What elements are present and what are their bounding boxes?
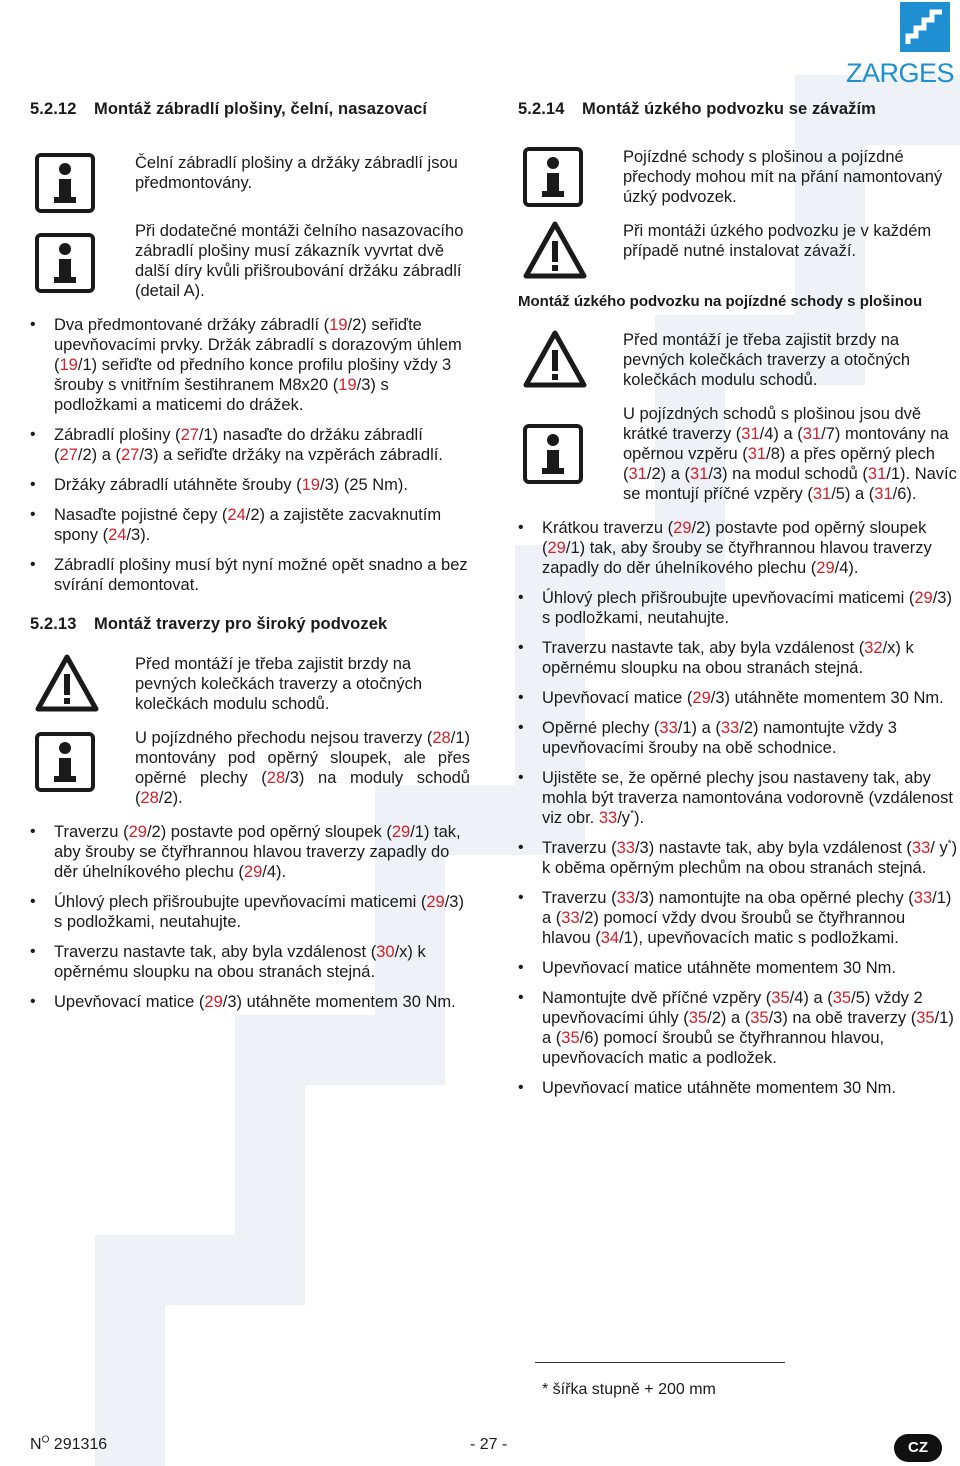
list-item: • Namontujte dvě příčné vzpěry (35/4) a (35/5) vždy 2 upevňovacími úhly (35/2) a (35/3) na obě traverzy (35/1) a (35/6) pomocí šroubů se čtyřhrannou hlavou, upevňovacích matic a podložek. xyxy=(518,988,958,1068)
warning-icon xyxy=(523,330,587,388)
list-item: • Nasaďte pojistné čepy (24/2) a zajistěte zacvaknutím spony (24/3). xyxy=(30,505,470,545)
right-column xyxy=(518,100,958,1108)
section-5-2-14-heading: 5.2.14 Montáž úzkého podvozku se závažím xyxy=(518,100,876,118)
info-note xyxy=(518,147,958,207)
page-number: - 27 - xyxy=(470,1436,508,1453)
steps-list-5-2-14 xyxy=(518,518,958,1098)
section-5-2-12-heading: 5.2.12 Montáž zábradlí plošiny, čelní, nasazovací xyxy=(30,100,428,118)
info-icon xyxy=(35,233,95,293)
info-text: Pojízdné schody s plošinou a pojízdné přechody mohou mít na přání namontovaný úzký podvozek. xyxy=(623,148,943,206)
info-icon xyxy=(523,424,583,484)
info-note xyxy=(30,728,470,808)
info-note xyxy=(30,221,470,301)
list-item: • Krátkou traverzu (29/2) postavte pod opěrný sloupek (29/1) tak, aby šrouby se čtyřhrannou hlavou traverzy zapadly do děr úhelníkového plechu (29/4). xyxy=(518,518,958,578)
list-item: • Ujistěte se, že opěrné plechy jsou nastaveny tak, aby mohla být traverza namontována vodorovně (vzdálenost viz obr. 33/y*). xyxy=(518,768,958,828)
list-item: • Dva předmontované držáky zábradlí (19/2) seřiďte upevňovacími prvky. Držák zábradlí s dorazovým úhlem (19/1) seřiďte od předního konce profilu plošiny vždy 3 šrouby s vnitřním šestihranem M8x20 (19/3) s podložkami a maticemi do drážek. xyxy=(30,315,470,415)
info-note xyxy=(30,153,470,213)
document-number: $N^O$ 291316 xyxy=(30,1434,108,1453)
warning-text: Při montáži úzkého podvozku je v každém případě nutné instalovat závaží. xyxy=(623,222,932,260)
list-item: • Traverzu nastavte tak, aby byla vzdálenost (32/x) k opěrnému sloupku na obou stranách stejná. xyxy=(518,638,958,678)
list-item: • Úhlový plech přišroubujte upevňovacími maticemi (29/3) s podložkami, neutahujte. xyxy=(518,588,958,628)
info-text-1: Čelní zábradlí plošiny a držáky zábradlí jsou předmontovány. xyxy=(135,154,458,192)
info-text-2: Při dodatečné montáži čelního nasazovacího zábradlí plošiny musí zákazník vyvrtat dvě další díry kvůli přišroubování držáku zábradlí (detail A). xyxy=(135,222,464,300)
warning-note xyxy=(518,330,958,390)
footnote: * šířka stupně + 200 mm xyxy=(542,1381,716,1398)
warning-note xyxy=(518,221,958,281)
zarges-logo xyxy=(836,2,956,88)
steps-list-5-2-12 xyxy=(30,315,470,595)
left-column xyxy=(30,100,470,1022)
info-text: U pojízdného přechodu nejsou traverzy (28/1) montovány pod opěrný sloupek, ale přes opěrné plechy (28/3) na moduly schodů (28/2). xyxy=(135,729,470,807)
warning-text: Před montáží je třeba zajistit brzdy na pevných kolečkách traverzy a otočných kolečkách modulu schodů. xyxy=(135,655,423,713)
logo-stair-icon xyxy=(900,2,950,52)
warning-note xyxy=(30,654,470,714)
steps-list-5-2-13 xyxy=(30,822,470,1012)
list-item: • Upevňovací matice utáhněte momentem 30 Nm. xyxy=(518,958,958,978)
info-note xyxy=(518,404,958,504)
list-item: • Zábradlí plošiny musí být nyní možné opět snadno a bez svírání demontovat. xyxy=(30,555,470,595)
footnote-divider xyxy=(535,1362,785,1363)
info-icon xyxy=(523,147,583,207)
warning-icon xyxy=(35,654,99,712)
list-item: • Upevňovací matice utáhněte momentem 30 Nm. xyxy=(518,1078,958,1098)
warning-icon xyxy=(523,221,587,279)
list-item: • Traverzu (33/3) nastavte tak, aby byla vzdálenost (33/ y*) k oběma opěrným plechům na obou stranách stejná. xyxy=(518,838,958,878)
subsection-heading: Montáž úzkého podvozku na pojízdné schody s plošinou xyxy=(518,293,923,310)
info-icon xyxy=(35,732,95,792)
list-item: • Úhlový plech přišroubujte upevňovacími maticemi (29/3) s podložkami, neutahujte. xyxy=(30,892,470,932)
info-text: U pojízdných schodů s plošinou jsou dvě krátké traverzy (31/4) a (31/7) montovány na opěrnou vzpěru (31/8) a přes opěrný plech (31/2) a (31/3) na modul schodů (31/1). Navíc se montují příčné vzpěry (31/5) a (31/6). xyxy=(623,405,957,503)
list-item: • Zábradlí plošiny (27/1) nasaďte do držáku zábradlí (27/2) a (27/3) a seřiďte držáky na vzpěrách zábradlí. xyxy=(30,425,470,465)
language-badge: CZ xyxy=(894,1434,942,1462)
warning-text: Před montáží je třeba zajistit brzdy na pevných kolečkách traverzy a otočných kolečkách modulu schodů. xyxy=(623,331,911,389)
info-icon xyxy=(35,153,95,213)
section-5-2-13-heading: 5.2.13 Montáž traverzy pro široký podvozek xyxy=(30,615,388,633)
logo-text: ZARGES xyxy=(845,58,954,88)
list-item: • Držáky zábradlí utáhněte šrouby (19/3) (25 Nm). xyxy=(30,475,470,495)
list-item: • Upevňovací matice (29/3) utáhněte momentem 30 Nm. xyxy=(518,688,958,708)
list-item: • Traverzu nastavte tak, aby byla vzdálenost (30/x) k opěrnému sloupku na obou stranách stejná. xyxy=(30,942,470,982)
list-item: • Traverzu (29/2) postavte pod opěrný sloupek (29/1) tak, aby šrouby se čtyřhrannou hlavou traverzy zapadly do děr úhelníkového plechu (29/4). xyxy=(30,822,470,882)
list-item: • Upevňovací matice (29/3) utáhněte momentem 30 Nm. xyxy=(30,992,470,1012)
list-item: • Traverzu (33/3) namontujte na oba opěrné plechy (33/1) a (33/2) pomocí vždy dvou šroubů se čtyřhrannou hlavou (34/1), upevňovacích matic s podložkami. xyxy=(518,888,958,948)
list-item: • Opěrné plechy (33/1) a (33/2) namontujte vždy 3 upevňovacími šrouby na obě schodnice. xyxy=(518,718,958,758)
